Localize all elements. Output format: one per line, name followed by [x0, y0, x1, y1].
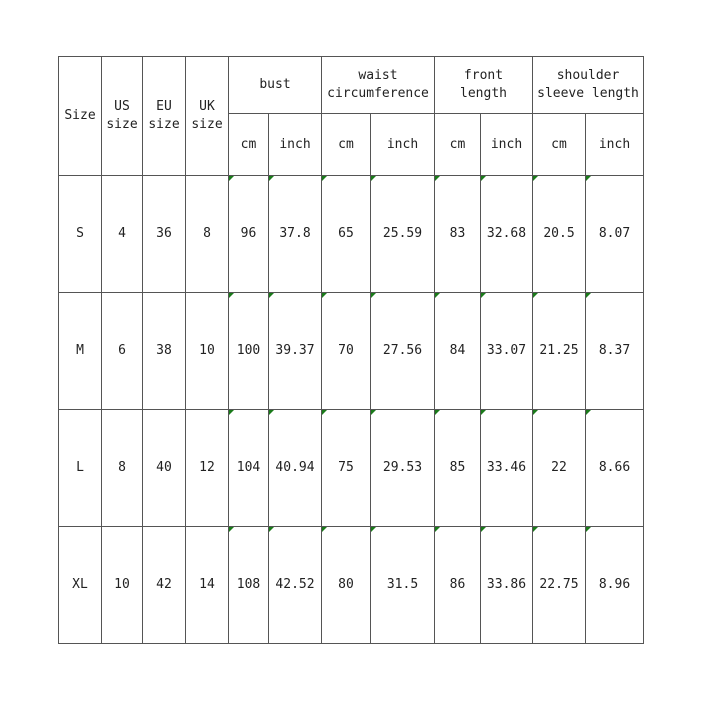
cell-waist-cm: 70: [322, 293, 371, 410]
unit-sleeve-cm: cm: [533, 114, 586, 176]
cell-eu: 38: [143, 293, 186, 410]
cell-bust-cm: 108: [229, 527, 269, 644]
cell-us: 4: [102, 176, 143, 293]
cell-eu: 40: [143, 410, 186, 527]
cell-bust-cm: 104: [229, 410, 269, 527]
cell-bust-cm: 96: [229, 176, 269, 293]
cell-front-cm: 83: [435, 176, 481, 293]
unit-front-inch: inch: [481, 114, 533, 176]
unit-waist-cm: cm: [322, 114, 371, 176]
cell-front-cm: 86: [435, 527, 481, 644]
cell-us: 8: [102, 410, 143, 527]
cell-waist-inch: 29.53: [371, 410, 435, 527]
header-us-size: US size: [102, 57, 143, 176]
cell-bust-inch: 42.52: [269, 527, 322, 644]
cell-bust-inch: 39.37: [269, 293, 322, 410]
cell-front-inch: 33.46: [481, 410, 533, 527]
cell-bust-inch: 40.94: [269, 410, 322, 527]
cell-front-cm: 84: [435, 293, 481, 410]
cell-front-inch: 33.07: [481, 293, 533, 410]
unit-sleeve-inch: inch: [586, 114, 644, 176]
unit-bust-cm: cm: [229, 114, 269, 176]
cell-waist-inch: 25.59: [371, 176, 435, 293]
table-row: [59, 527, 644, 644]
cell-front-inch: 33.86: [481, 527, 533, 644]
header-shoulder-sleeve: shoulder sleeve length: [533, 57, 644, 114]
cell-sleeve-cm: 22: [533, 410, 586, 527]
header-size: Size: [59, 57, 102, 176]
cell-front-inch: 32.68: [481, 176, 533, 293]
cell-us: 6: [102, 293, 143, 410]
cell-sleeve-cm: 22.75: [533, 527, 586, 644]
cell-eu: 42: [143, 527, 186, 644]
header-bust: bust: [229, 57, 322, 114]
cell-size: S: [59, 176, 102, 293]
cell-waist-inch: 31.5: [371, 527, 435, 644]
size-chart-table: [58, 56, 644, 644]
cell-sleeve-inch: 8.96: [586, 527, 644, 644]
cell-size: L: [59, 410, 102, 527]
cell-uk: 14: [186, 527, 229, 644]
cell-size: M: [59, 293, 102, 410]
cell-uk: 12: [186, 410, 229, 527]
cell-bust-inch: 37.8: [269, 176, 322, 293]
cell-uk: 10: [186, 293, 229, 410]
table-row: [59, 176, 644, 293]
header-uk-size: UK size: [186, 57, 229, 176]
cell-sleeve-cm: 20.5: [533, 176, 586, 293]
cell-bust-cm: 100: [229, 293, 269, 410]
header-eu-size: EU size: [143, 57, 186, 176]
table-row: [59, 293, 644, 410]
cell-waist-cm: 65: [322, 176, 371, 293]
cell-sleeve-inch: 8.66: [586, 410, 644, 527]
cell-eu: 36: [143, 176, 186, 293]
unit-waist-inch: inch: [371, 114, 435, 176]
cell-waist-inch: 27.56: [371, 293, 435, 410]
unit-front-cm: cm: [435, 114, 481, 176]
unit-bust-inch: inch: [269, 114, 322, 176]
cell-waist-cm: 80: [322, 527, 371, 644]
cell-size: XL: [59, 527, 102, 644]
cell-sleeve-inch: 8.07: [586, 176, 644, 293]
header-front-length: front length: [435, 57, 533, 114]
cell-uk: 8: [186, 176, 229, 293]
cell-waist-cm: 75: [322, 410, 371, 527]
cell-sleeve-inch: 8.37: [586, 293, 644, 410]
cell-sleeve-cm: 21.25: [533, 293, 586, 410]
cell-us: 10: [102, 527, 143, 644]
header-waist: waist circumference: [322, 57, 435, 114]
table-row: [59, 410, 644, 527]
cell-front-cm: 85: [435, 410, 481, 527]
